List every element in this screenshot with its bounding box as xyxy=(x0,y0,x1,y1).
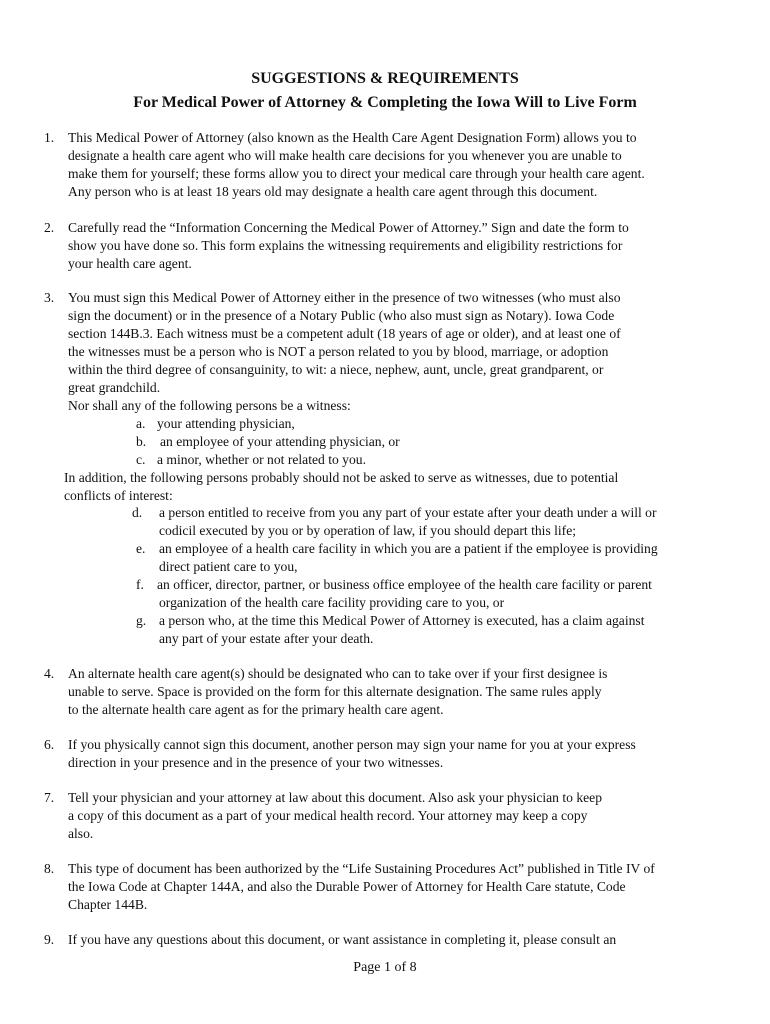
item-text-line: Any person who is at least 18 years old may designate a health care agent through this document. xyxy=(68,184,598,199)
item-text-line: your health care agent. xyxy=(68,256,192,271)
subitem-letter: a. xyxy=(136,416,146,431)
subitem-text: organization of the health care facility providing care to you, or xyxy=(159,595,505,610)
item-text-line: Carefully read the “Information Concerning the Medical Power of Attorney.” Sign and date the form to xyxy=(68,220,629,235)
item-text-line: unable to serve. Space is provided on the form for this alternate designation. The same rules apply xyxy=(68,684,602,699)
subitem-text: an employee of your attending physician, or xyxy=(160,434,400,449)
item-number: 4. xyxy=(44,666,55,681)
subitem-text: your attending physician, xyxy=(157,416,295,431)
item-text-line: In addition, the following persons probably should not be asked to serve as witnesses, due to potential xyxy=(64,470,619,485)
item-text-line: This type of document has been authorized by the “Life Sustaining Procedures Act” published in Title IV of xyxy=(68,861,655,876)
item-text-line: within the third degree of consanguinity, to wit: a niece, nephew, aunt, uncle, great grandparent, or xyxy=(68,362,604,377)
subitem-text: a person entitled to receive from you any part of your estate after your death under a will or xyxy=(159,505,657,520)
item-text-line: direction in your presence and in the presence of your two witnesses. xyxy=(68,755,444,770)
page-number: Page 1 of 8 xyxy=(353,960,417,975)
subitem-letter: g. xyxy=(136,613,147,628)
item-text-line: If you have any questions about this document, or want assistance in completing it, please consult an xyxy=(68,932,617,947)
item-number: 6. xyxy=(44,737,55,752)
subitem-letter: b. xyxy=(136,434,147,449)
subitem-text: any part of your estate after your death. xyxy=(159,631,374,646)
item-text-line: Chapter 144B. xyxy=(68,897,148,912)
item-text-line: If you physically cannot sign this document, another person may sign your name for you at your express xyxy=(68,737,636,752)
document-subtitle: For Medical Power of Attorney & Completing the Iowa Will to Live Form xyxy=(133,94,637,111)
item-text-line: great grandchild. xyxy=(68,380,161,395)
subitem-text: direct patient care to you, xyxy=(159,559,298,574)
subitem-letter: c. xyxy=(136,452,146,467)
subitem-letter: f. xyxy=(136,577,144,592)
item-number: 2. xyxy=(44,220,55,235)
item-text-line: designate a health care agent who will make health care decisions for you whenever you are unable to xyxy=(68,148,622,163)
subitem-text: a minor, whether or not related to you. xyxy=(157,452,366,467)
item-text-line: show you have done so. This form explains the witnessing requirements and eligibility restrictions for xyxy=(68,238,623,253)
subitem-text: codicil executed by you or by operation of law, if you should depart this life; xyxy=(159,523,577,538)
item-number: 3. xyxy=(44,290,55,305)
subitem-text: an officer, director, partner, or business office employee of the health care facility or parent xyxy=(157,577,652,592)
item-text-line: a copy of this document as a part of your medical health record. Your attorney may keep a copy xyxy=(68,808,588,823)
item-number: 9. xyxy=(44,932,55,947)
document-title: SUGGESTIONS & REQUIREMENTS xyxy=(251,70,519,87)
item-text-line: Tell your physician and your attorney at law about this document. Also ask your physician to keep xyxy=(68,790,602,805)
item-text-line: Nor shall any of the following persons be a witness: xyxy=(68,398,351,413)
subitem-text: a person who, at the time this Medical Power of Attorney is executed, has a claim against xyxy=(159,613,645,628)
item-number: 1. xyxy=(44,130,55,145)
subitem-text: an employee of a health care facility in which you are a patient if the employee is providing xyxy=(159,541,658,556)
subitem-letter: e. xyxy=(136,541,146,556)
item-text-line: the Iowa Code at Chapter 144A, and also the Durable Power of Attorney for Health Care statute, Code xyxy=(68,879,626,894)
item-text-line: You must sign this Medical Power of Attorney either in the presence of two witnesses (who must also xyxy=(68,290,621,305)
item-text-line: to the alternate health care agent as for the primary health care agent. xyxy=(68,702,444,717)
subitem-letter: d. xyxy=(132,505,143,520)
item-number: 7. xyxy=(44,790,55,805)
item-text-line: also. xyxy=(68,826,94,841)
item-text-line: This Medical Power of Attorney (also known as the Health Care Agent Designation Form) allows you to xyxy=(68,130,637,145)
item-text-line: sign the document) or in the presence of a Notary Public (who also must sign as Notary). Iowa Code xyxy=(68,308,615,323)
item-text-line: section 144B.3. Each witness must be a competent adult (18 years of age or older), and at least one of xyxy=(68,326,621,341)
item-number: 8. xyxy=(44,861,55,876)
item-text-line: make them for yourself; these forms allow you to direct your medical care through your health care agent. xyxy=(68,166,645,181)
item-text-line: An alternate health care agent(s) should be designated who can to take over if your first designee is xyxy=(68,666,608,681)
item-text-line: the witnesses must be a person who is NOT a person related to you by blood, marriage, or adoption xyxy=(68,344,609,359)
item-text-line: conflicts of interest: xyxy=(64,488,173,503)
